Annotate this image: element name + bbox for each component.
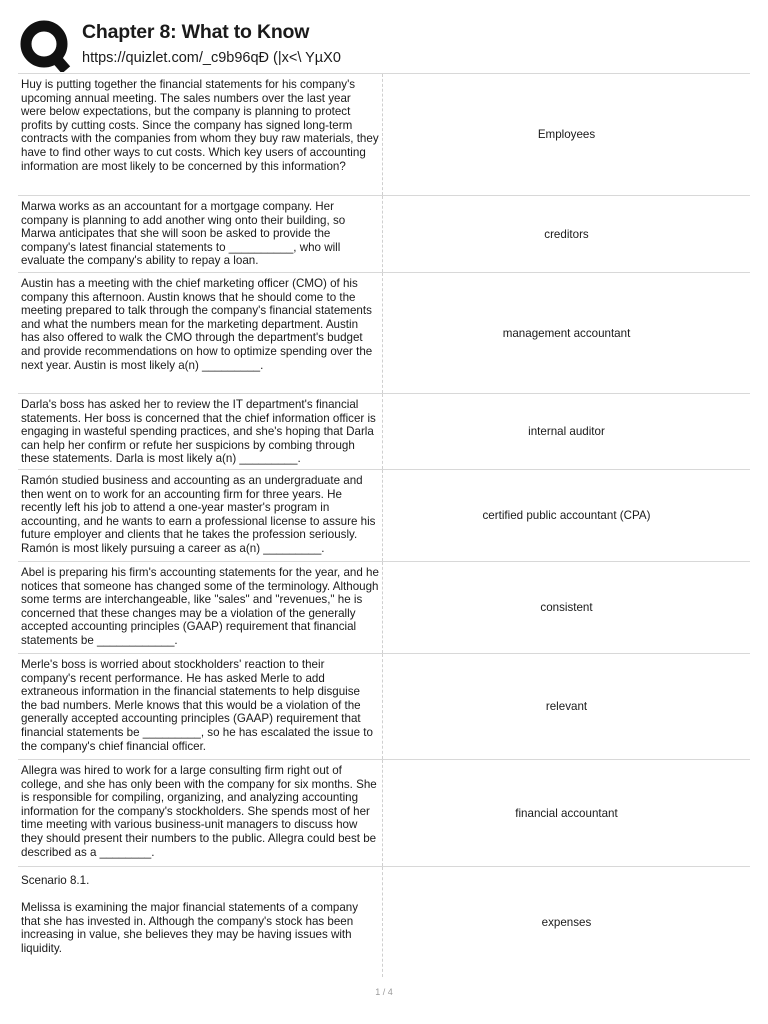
flashcard-row <box>18 653 750 759</box>
card-definition: management accountant <box>502 326 631 340</box>
card-definition: financial accountant <box>515 806 618 820</box>
card-term: Abel is preparing his firm's accounting statements for the year, and he notices that someone has changed some of the terminology. Although some terms are interchangeable, like "sales" and "revenues," he is concerned that these changes may be a violation of the generally accepted accounting principles (GAAP) requirement that financial statements be ____________. <box>18 562 383 653</box>
card-term: Allegra was hired to work for a large consulting firm right out of college, and she has only been with the company for six months. She is responsible for compiling, organizing, and analyzing accounting information for the company's stockholders. She spends most of her time meeting with various business-unit managers to discuss how they should present their numbers to the public. Allegra could best be described as a ________. <box>18 760 383 866</box>
card-term: Ramón studied business and accounting as an undergraduate and then went on to work for an accounting firm for three years. He recently left his job to attend a one-year master's program in accounting, and he wants to earn a professional license to assure his future employer and clients that he takes the profession seriously. Ramón is most likely pursuing a career as a(n) _________. <box>18 470 383 561</box>
source-url: https://quizlet.com/_c9b96qÐ (|x<\ YµX0 <box>82 50 341 66</box>
card-term: Huy is putting together the financial statements for his company's upcoming annual meeting. The sales numbers over the last year were below expectations, but the company is planning to protect profits by cutting costs. Since the company has signed long-term contracts with the companies from whom they buy raw materials, they have to find other ways to cut costs. Which key users of accounting information are most likely to be concerned by this information? <box>18 74 383 195</box>
card-definition: internal auditor <box>528 425 605 438</box>
card-definition: creditors <box>544 227 589 241</box>
card-definition: relevant <box>545 700 588 713</box>
flashcard-row <box>18 272 750 393</box>
card-definition: certified public accountant (CPA) <box>482 509 651 522</box>
page-title: Chapter 8: What to Know <box>82 21 310 43</box>
flashcard-row <box>18 195 750 272</box>
flashcard-row <box>18 469 750 561</box>
flashcard-row <box>18 393 750 469</box>
flashcard-row <box>18 73 750 195</box>
card-term: Austin has a meeting with the chief marketing officer (CMO) of his company this afternoon. Austin knows that he should come to the meeting prepared to talk through the company's financial statements and what the numbers mean for the marketing department. Austin has also offered to walk the CMO through the department's budget and provide recommendations on how to optimize spending over the next year. Austin is most likely a(n) _________. <box>18 273 383 393</box>
page-number: 1 / 4 <box>375 987 393 997</box>
flashcard-row <box>18 759 750 866</box>
card-term: Darla's boss has asked her to review the IT department's financial statements. Her boss is concerned that the chief information officer is engaging in wasteful spending practices, and she's hoping that Darla can help her confirm or refute her suspicions by combing through these statements. Darla is most likely a(n) _________. <box>18 394 383 469</box>
page-header <box>20 18 760 74</box>
card-definition: consistent <box>540 601 593 614</box>
flashcard-list <box>18 73 750 977</box>
card-term: Merle's boss is worried about stockholders' reaction to their company's recent performance. He has asked Merle to add extraneous information in the financial statements to help disguise the bad numbers. Merle knows that this would be a violation of the generally accepted accounting principles (GAAP) requirement that financial statements be _________, so he has escalated the issue to the company's chief financial officer. <box>18 654 383 759</box>
card-term: Scenario 8.1. Melissa is examining the major financial statements of a company that she has invested in. Although the company's stock has been increasing in value, she believes they may be having issues with liquidity. <box>18 867 383 977</box>
card-definition: expenses <box>541 915 592 929</box>
quizlet-logo-icon <box>20 20 72 72</box>
card-term: Marwa works as an accountant for a mortgage company. Her company is planning to add another wing onto their building, so Marwa anticipates that she will soon be asked to provide the company's latest financial statements to __________, who will evaluate the company's ability to repay a loan. <box>18 196 383 272</box>
flashcard-row <box>18 561 750 653</box>
card-definition: Employees <box>537 128 596 141</box>
flashcard-row <box>18 866 750 977</box>
